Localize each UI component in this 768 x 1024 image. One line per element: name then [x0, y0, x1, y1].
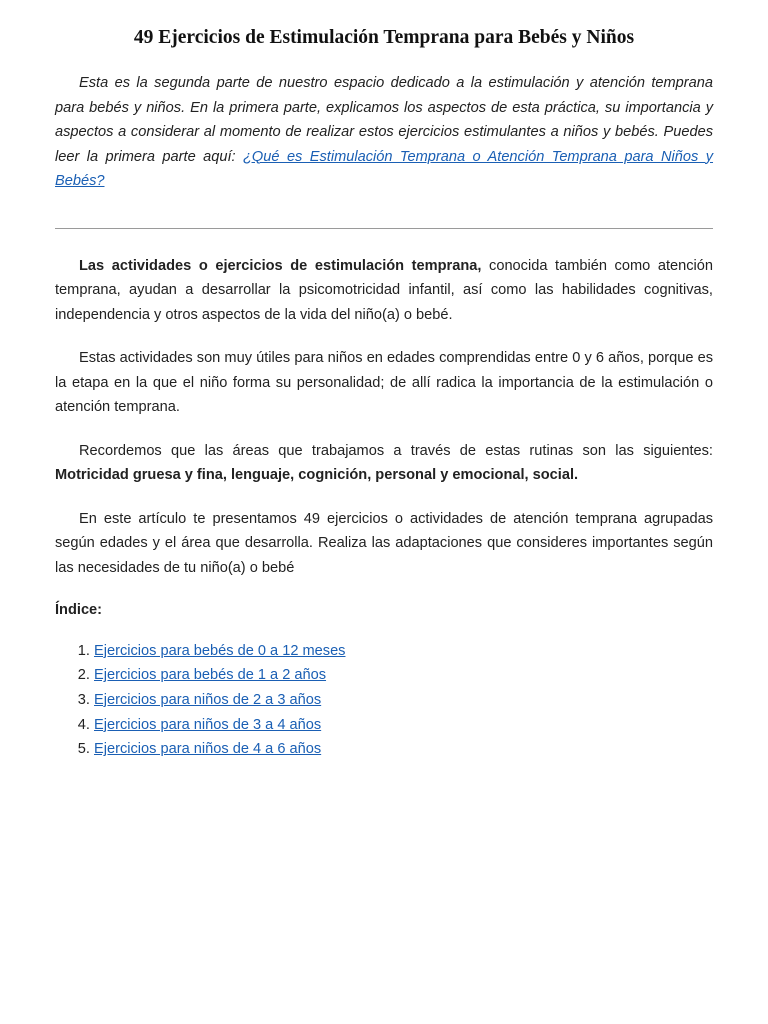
- paragraph-areas: [55, 439, 713, 488]
- intro-text: Esta es la segunda parte de nuestro espacio dedicado a la estimulación y atención temprana para bebés y niños. En la primera parte, explicamos los aspectos de esta práctica, su importancia y aspectos a considerar al momento de realizar estos ejercicios estimulantes a niños y bebés. Puedes leer la primera parte aquí:: [55, 75, 713, 165]
- list-item: [94, 737, 713, 762]
- list-item: [94, 663, 713, 688]
- list-item: [94, 713, 713, 738]
- paragraph-activities-bold: Las actividades o ejercicios de estimulación temprana,: [79, 257, 482, 274]
- page-title: 49 Ejercicios de Estimulación Temprana para Bebés y Niños: [133, 27, 635, 48]
- index-list: [55, 639, 713, 763]
- index-link[interactable]: Ejercicios para niños de 4 a 6 años: [94, 741, 322, 758]
- paragraph-activities: [55, 254, 713, 328]
- intro-link[interactable]: ¿Qué es Estimulación Temprana o Atención Temprana para Niños y Bebés?: [55, 148, 714, 189]
- index-link[interactable]: Ejercicios para bebés de 0 a 12 meses: [94, 642, 346, 659]
- index-link[interactable]: Ejercicios para bebés de 1 a 2 años: [94, 667, 327, 684]
- intro-paragraph: [55, 71, 713, 194]
- paragraph-article: En este artículo te presentamos 49 ejercicios o actividades de atención temprana agrupadas según edades y el área que desarrolla. Realiza las adaptaciones que consideres importantes según las necesidades de tu niño(a) o bebé: [55, 510, 713, 576]
- list-item: [94, 688, 713, 713]
- index-heading: Índice:: [55, 602, 103, 618]
- paragraph-activities-text: conocida también como atención temprana, ayudan a desarrollar la psicomotricidad infantil, así como las habilidades cognitivas, independencia y otros aspectos de la vida del niño(a) o bebé.: [55, 257, 713, 323]
- paragraph-ages: Estas actividades son muy útiles para niños en edades comprendidas entre 0 y 6 años, porque es la etapa en la que el niño forma su personalidad; de allí radica la importancia de la estimulación o atención temprana.: [55, 350, 713, 415]
- index-link[interactable]: Ejercicios para niños de 3 a 4 años: [94, 716, 322, 733]
- list-item: [94, 639, 713, 664]
- document-page: [55, 0, 713, 762]
- section-divider: [55, 228, 713, 229]
- paragraph-areas-bold: Motricidad gruesa y fina, lenguaje, cognición, personal y emocional, social.: [55, 467, 579, 483]
- index-link[interactable]: Ejercicios para niños de 2 a 3 años: [94, 691, 322, 708]
- paragraph-areas-text: Recordemos que las áreas que trabajamos a través de estas rutinas son las siguientes:: [79, 442, 713, 459]
